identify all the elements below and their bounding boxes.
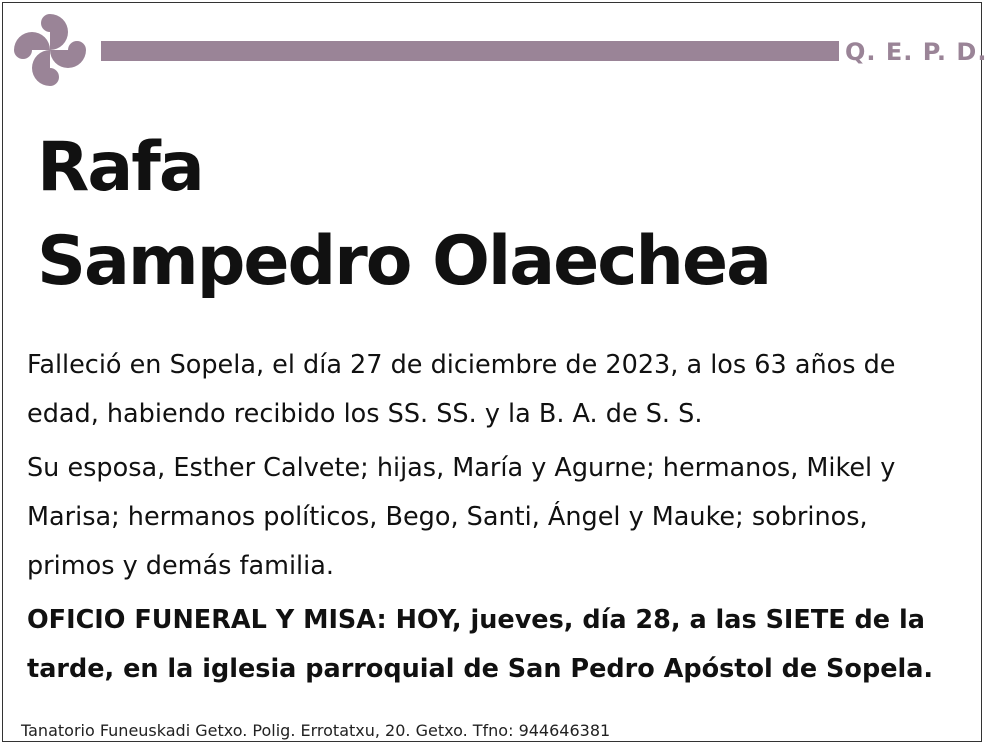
funeral-notice-paragraph: OFICIO FUNERAL Y MISA: HOY, jueves, día 28, a las SIETE de la tarde, en la iglesia parroquial de San Pedro Apóstol de Sopela. [27,605,934,684]
obituary-notice [2,2,988,742]
notice-header [13,13,988,85]
death-details-paragraph: Falleció en Sopela, el día 27 de diciembre de 2023, a los 63 años de edad, habiendo recibido los SS. SS. y la B. A. de S. S. [27,350,896,429]
deceased-surnames: Sampedro Olaechea [37,222,770,301]
funeral-home-footer: Tanatorio Funeuskadi Getxo. Polig. Errotatxu, 20. Getxo. Tfno: 944646381 [21,721,611,740]
family-paragraph: Su esposa, Esther Calvete; hijas, María y Agurne; hermanos, Mikel y Marisa; hermanos políticos, Bego, Santi, Ángel y Mauke; sobrinos, primos y demás familia. [27,453,896,581]
deceased-first-name: Rafa [37,128,203,207]
notice-body [27,341,939,699]
qepd-label: Q. E. P. D. [845,38,988,66]
deceased-name [37,121,770,309]
lauburu-icon [13,13,87,87]
header-divider-bar [101,41,839,61]
